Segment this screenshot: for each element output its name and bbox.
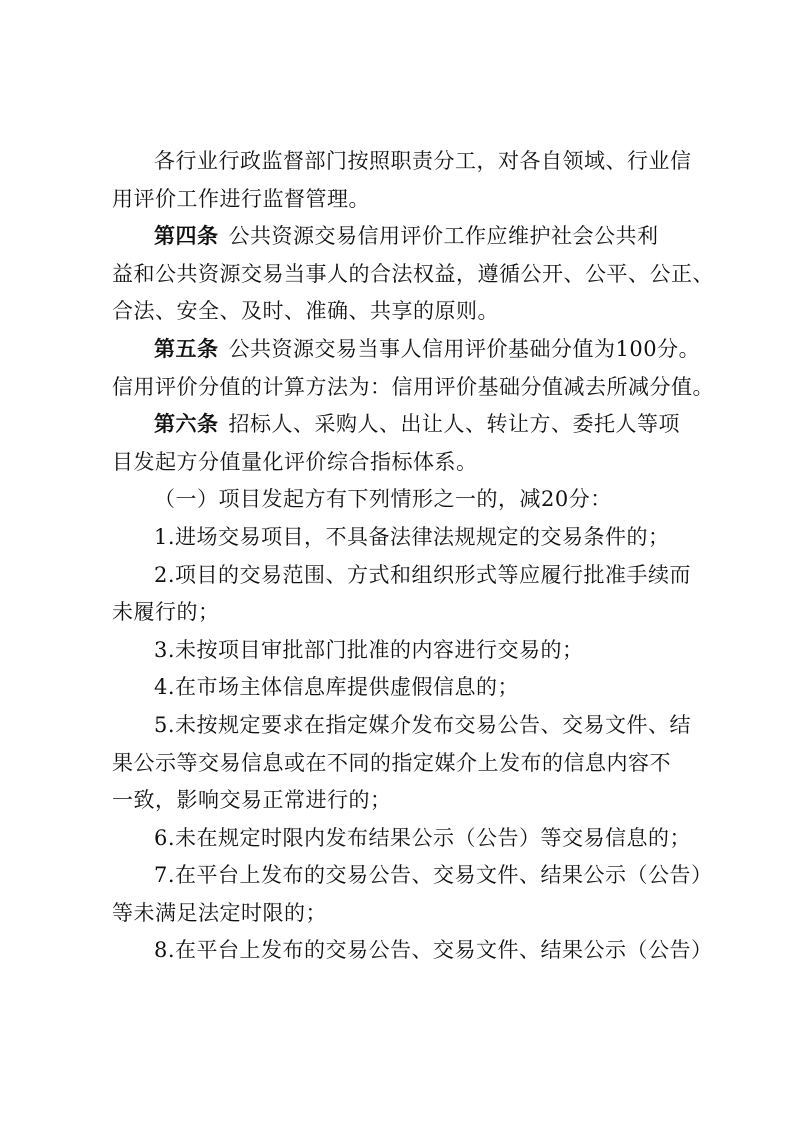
text-line: 等未满足法定时限的；	[112, 900, 327, 925]
text-line: 益和公共资源交易当事人的合法权益，遵循公开、公平、公正、	[112, 261, 714, 286]
paragraph-supervision	[112, 143, 697, 218]
paragraph-article-4	[112, 218, 714, 331]
list-item	[112, 932, 713, 970]
text-line: 4.在市场主体信息库提供虚假信息的；	[154, 675, 520, 700]
list-item	[112, 707, 697, 820]
article-first-line	[112, 218, 697, 256]
text-line: （一）项目发起方有下列情形之一的，减20分：	[154, 487, 612, 512]
text-line: 信用评价分值的计算方法为：信用评价基础分值减去所减分值。	[112, 374, 714, 399]
text-line: 1.进场交易项目，不具备法律法规规定的交易条件的；	[154, 524, 670, 549]
text-line: 3.未按项目审批部门批准的内容进行交易的；	[154, 637, 584, 662]
text-line: 公共资源交易信用评价工作应维护社会公共利	[228, 224, 659, 249]
text-line: 各行业行政监督部门按照职责分工，对各自领域、行业信	[154, 149, 692, 173]
paragraph-article-5	[112, 331, 714, 406]
article-heading: 第五条	[154, 336, 219, 361]
article-first-line	[112, 331, 701, 369]
text-line: 8.在平台上发布的交易公告、交易文件、结果公示（公告）	[154, 938, 713, 963]
text-line: 6.未在规定时限内发布结果公示（公告）等交易信息的；	[154, 825, 692, 850]
text-line: 5.未按规定要求在指定媒介发布交易公告、交易文件、结	[154, 712, 692, 737]
list-item	[112, 519, 697, 557]
list-item	[112, 857, 713, 932]
text-line: 目发起方分值量化评价综合指标体系。	[112, 449, 478, 474]
list-item	[112, 669, 697, 707]
text-line: 一致，影响交易正常进行的；	[112, 788, 392, 813]
text-line: 公共资源交易当事人信用评价基础分值为100分。	[228, 336, 701, 361]
list-item	[112, 557, 697, 632]
text-line: 招标人、采购人、出让人、转让方、委托人等项	[228, 412, 680, 437]
paragraph-section-1	[112, 481, 697, 519]
list-item	[112, 632, 697, 670]
document-body	[112, 143, 714, 970]
paragraph-article-6	[112, 406, 697, 481]
text-line: 合法、安全、及时、准确、共享的原则。	[112, 299, 499, 324]
article-first-line	[112, 406, 697, 444]
text-line: 未履行的；	[112, 600, 220, 625]
article-heading: 第六条	[154, 412, 219, 437]
text-line: 7.在平台上发布的交易公告、交易文件、结果公示（公告）	[154, 863, 713, 888]
text-line: 2.项目的交易范围、方式和组织形式等应履行批准手续而	[154, 562, 692, 587]
text-line: 果公示等交易信息或在不同的指定媒介上发布的信息内容不	[112, 750, 671, 775]
list-item	[112, 820, 697, 858]
text-line: 用评价工作进行监督管理。	[112, 186, 370, 211]
article-heading: 第四条	[154, 224, 219, 249]
